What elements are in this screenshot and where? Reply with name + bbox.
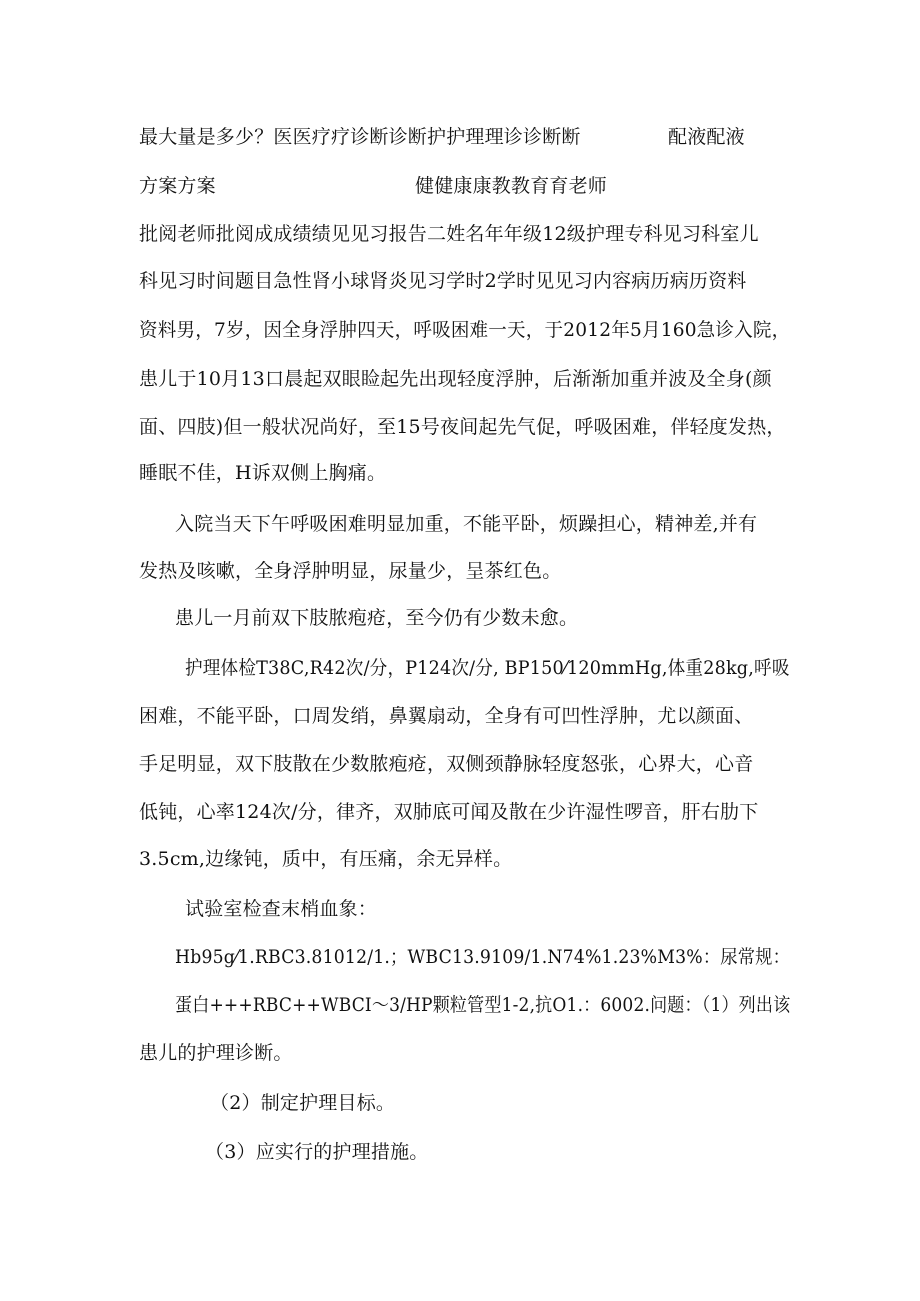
paragraph-6-line-1: Hb95g⁄1.RBC3.81012/1.；WBC13.9109/1.N74%1.23%M3%：尿常规： [175,946,791,968]
header-line-2-left: 方案方案 [139,175,216,197]
paragraph-1-line-4: 患儿于10月13口晨起双眼睑起先出现轻度浮肿，后渐渐加重并波及全身(颜 [139,368,772,390]
header-line-1-left: 最大量是多少？医医疗疗诊断诊断护护理理诊诊断断 [139,126,581,148]
paragraph-1-line-5: 面、四肢)但一般状况尚好，至15号夜间起先气促，呼吸困难，伴轻度发热， [139,416,786,438]
paragraph-2-line-1: 入院当天下午呼吸困难明显加重，不能平卧，烦躁担心，精神差,并有 [175,513,758,535]
question-3: （3）应实行的护理措施。 [205,1141,429,1163]
paragraph-3-line-1: 患儿一月前双下肢脓疱疮，至今仍有少数未愈。 [175,607,579,629]
paragraph-4-line-1: 护理体检T38C,R42次/分，P124次/分, BP150⁄120mmHg,体重28kg,呼吸 [185,657,790,679]
paragraph-7-line-1: 蛋白+++RBC++WBCI〜3/HP颗粒管型1-2,抗O1.：6002.问题：（1）列出该 [175,994,791,1016]
paragraph-1-line-3: 资料男，7岁，因全身浮肿四天，呼吸困难一天，于2012年5月160急诊入院， [139,319,791,341]
paragraph-4-line-2: 困难，不能平卧，口周发绡，鼻翼扇动，全身有可凹性浮肿，尤以颜面、 [139,705,754,727]
paragraph-5-line-1: 试验室检查末梢血象： [185,898,378,920]
header-line-1-right: 配液配液 [668,126,745,148]
paragraph-7-line-2: 患儿的护理诊断。 [139,1042,293,1064]
paragraph-4-line-3: 手足明显，双下肢散在少数脓疱疮，双侧颈静脉轻度怒张，心界大，心音 [139,753,754,775]
question-2: （2）制定护理目标。 [210,1092,396,1114]
paragraph-1-line-6: 睡眠不佳，H诉双侧上胸痛。 [139,462,387,484]
paragraph-1-line-1: 批阅老师批阅成成绩绩见见习报告二姓名年年级12级护理专科见习科室儿 [139,223,759,245]
paragraph-4-line-5: 3.5cm,边缘钝，质中，有压痛，余无异样。 [139,848,513,870]
header-line-2-right: 健健康康教教育育老师 [415,175,608,197]
paragraph-1-line-2: 科见习时间题目急性肾小球肾炎见习学时2学时见见习内容病历病历资料 [139,270,747,292]
paragraph-4-line-4: 低钝，心率124次/分，律齐，双肺底可闻及散在少许湿性啰音，肝右肋下 [139,801,759,823]
paragraph-2-line-2: 发热及咳嗽，全身浮肿明显，尿量少，呈茶红色。 [139,560,562,582]
